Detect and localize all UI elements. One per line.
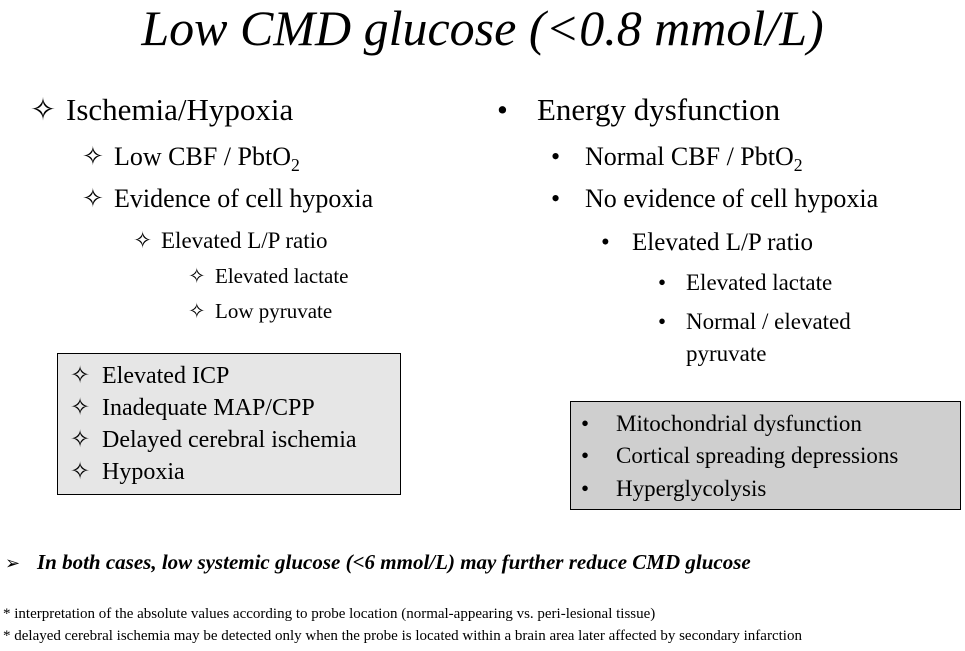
star-bullet-icon: ✧ xyxy=(188,299,206,323)
footnote: * interpretation of the absolute values according to probe location (normal-appearing vs. peri-lesional tissue) xyxy=(3,606,656,622)
bullet-icon: • xyxy=(601,229,610,256)
bullet-icon: • xyxy=(551,184,561,213)
right-heading xyxy=(497,92,780,128)
bullet-icon: • xyxy=(658,270,667,295)
right-causes-box xyxy=(570,401,961,510)
right-box-item xyxy=(581,441,898,471)
left-sub-heading xyxy=(133,227,327,255)
right-box-item-text: Cortical spreading depressions xyxy=(616,443,899,468)
bullet-icon: • xyxy=(581,443,590,468)
bullet-icon: • xyxy=(497,92,508,127)
bullet-icon: • xyxy=(551,142,561,171)
left-heading xyxy=(30,92,293,128)
left-box-item-text: Elevated ICP xyxy=(102,363,230,389)
left-causes-box xyxy=(57,353,401,495)
summary-note-text: In both cases, low systemic glucose (<6 mmol/L) may further reduce CMD glucose xyxy=(37,550,751,574)
left-heading-text: Ischemia/Hypoxia xyxy=(66,92,294,127)
star-bullet-icon: ✧ xyxy=(70,427,91,453)
arrow-bullet-icon: ➢ xyxy=(5,553,21,573)
left-item-evidence xyxy=(82,184,373,214)
left-box-item-text: Delayed cerebral ischemia xyxy=(102,427,357,453)
right-sub-item-pyruvate xyxy=(658,308,851,336)
right-box-item-text: Mitochondrial dysfunction xyxy=(616,411,862,436)
summary-note xyxy=(5,548,751,577)
star-bullet-icon: ✧ xyxy=(70,459,91,485)
subscript: 2 xyxy=(291,155,300,176)
star-bullet-icon: ✧ xyxy=(70,363,91,389)
left-box-item xyxy=(70,457,185,487)
left-item-evidence-text: Evidence of cell hypoxia xyxy=(114,184,374,213)
star-bullet-icon: ✧ xyxy=(188,264,206,288)
right-sub-item-pyruvate-text: Normal / elevated xyxy=(686,309,851,334)
star-bullet-icon: ✧ xyxy=(30,92,56,127)
left-box-item xyxy=(70,393,315,423)
right-item-cbf-text: Normal CBF / PbtO xyxy=(585,142,794,171)
bullet-icon: • xyxy=(658,309,667,334)
right-box-item-text: Hyperglycolysis xyxy=(616,476,767,501)
right-sub-item-lactate xyxy=(658,269,832,297)
right-box-item xyxy=(581,474,766,504)
right-heading-text: Energy dysfunction xyxy=(537,92,781,127)
right-sub-item-pyruvate-cont: pyruvate xyxy=(686,341,767,366)
right-sub-heading-text: Elevated L/P ratio xyxy=(632,229,813,256)
bullet-icon: • xyxy=(581,476,590,501)
slide-title: Low CMD glucose (<0.8 mmol/L) xyxy=(141,0,824,56)
left-box-item-text: Inadequate MAP/CPP xyxy=(102,395,315,421)
right-sub-heading xyxy=(601,228,813,258)
left-sub-item-pyruvate-text: Low pyruvate xyxy=(215,299,333,323)
subscript: 2 xyxy=(793,155,803,176)
right-box-item xyxy=(581,409,862,439)
right-item-evidence-text: No evidence of cell hypoxia xyxy=(585,184,879,213)
left-item-cbf xyxy=(82,142,300,176)
right-item-evidence xyxy=(551,184,878,214)
left-item-cbf-text: Low CBF / PbtO xyxy=(114,142,291,171)
left-sub-item-lactate xyxy=(188,263,349,289)
star-bullet-icon: ✧ xyxy=(133,228,153,253)
left-sub-item-pyruvate xyxy=(188,298,332,324)
left-box-item xyxy=(70,361,229,391)
left-sub-item-lactate-text: Elevated lactate xyxy=(215,264,349,288)
left-box-item-text: Hypoxia xyxy=(102,459,185,485)
right-item-cbf xyxy=(551,142,803,176)
left-sub-heading-text: Elevated L/P ratio xyxy=(161,228,328,253)
bullet-icon: • xyxy=(581,411,590,436)
footnote: * delayed cerebral ischemia may be detected only when the probe is located within a brain area later affected by secondary infarction xyxy=(3,628,802,644)
right-sub-item-lactate-text: Elevated lactate xyxy=(686,270,833,295)
star-bullet-icon: ✧ xyxy=(82,142,104,171)
star-bullet-icon: ✧ xyxy=(70,395,91,421)
star-bullet-icon: ✧ xyxy=(82,184,104,213)
left-box-item xyxy=(70,425,357,455)
